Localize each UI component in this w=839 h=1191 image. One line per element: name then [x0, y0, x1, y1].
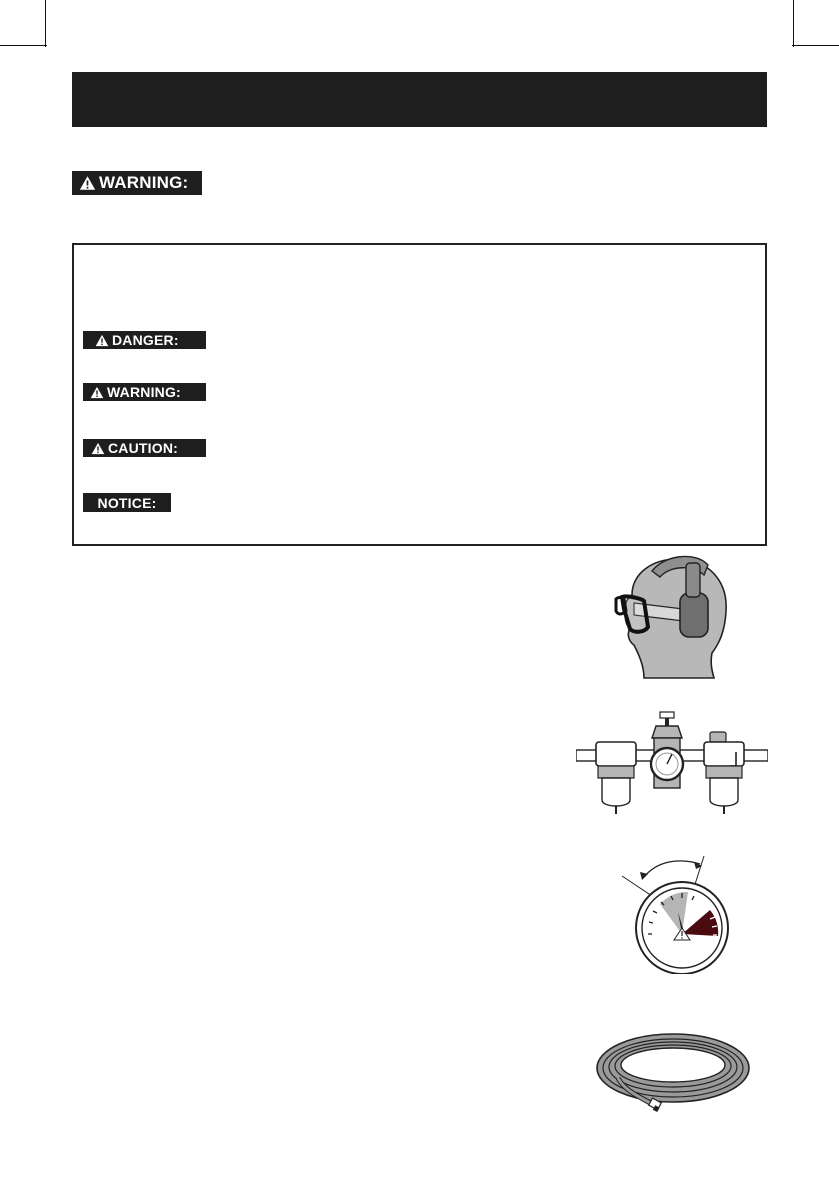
danger-label-text: DANGER: [112, 332, 179, 348]
air-filter-regulator-lubricator-illustration [576, 710, 768, 816]
notice-label [83, 493, 171, 512]
caution-label-text: CAUTION: [108, 440, 179, 456]
crop-mark-top-right-horizontal [792, 45, 839, 46]
head-with-safety-glasses-and-earmuffs-illustration [608, 553, 738, 683]
warning-label-text: WARNING: [99, 173, 189, 192]
warning-label-top [72, 171, 202, 195]
crop-mark-top-left-vertical [45, 0, 46, 47]
danger-label [83, 331, 206, 349]
warning-triangle-icon [79, 175, 96, 191]
warning-label-text: WARNING: [107, 384, 181, 400]
coiled-air-hose-illustration [594, 1020, 752, 1116]
pressure-gauge-illustration [618, 852, 738, 974]
warning-label [83, 383, 206, 401]
warning-triangle-icon [91, 442, 105, 455]
crop-mark-top-left-horizontal [0, 45, 47, 46]
section-header-bar [72, 72, 767, 127]
warning-triangle-icon [95, 334, 109, 347]
crop-mark-top-right-vertical [793, 0, 794, 47]
notice-label-text: NOTICE: [97, 494, 157, 511]
warning-triangle-icon [90, 386, 104, 399]
caution-label [83, 439, 206, 457]
